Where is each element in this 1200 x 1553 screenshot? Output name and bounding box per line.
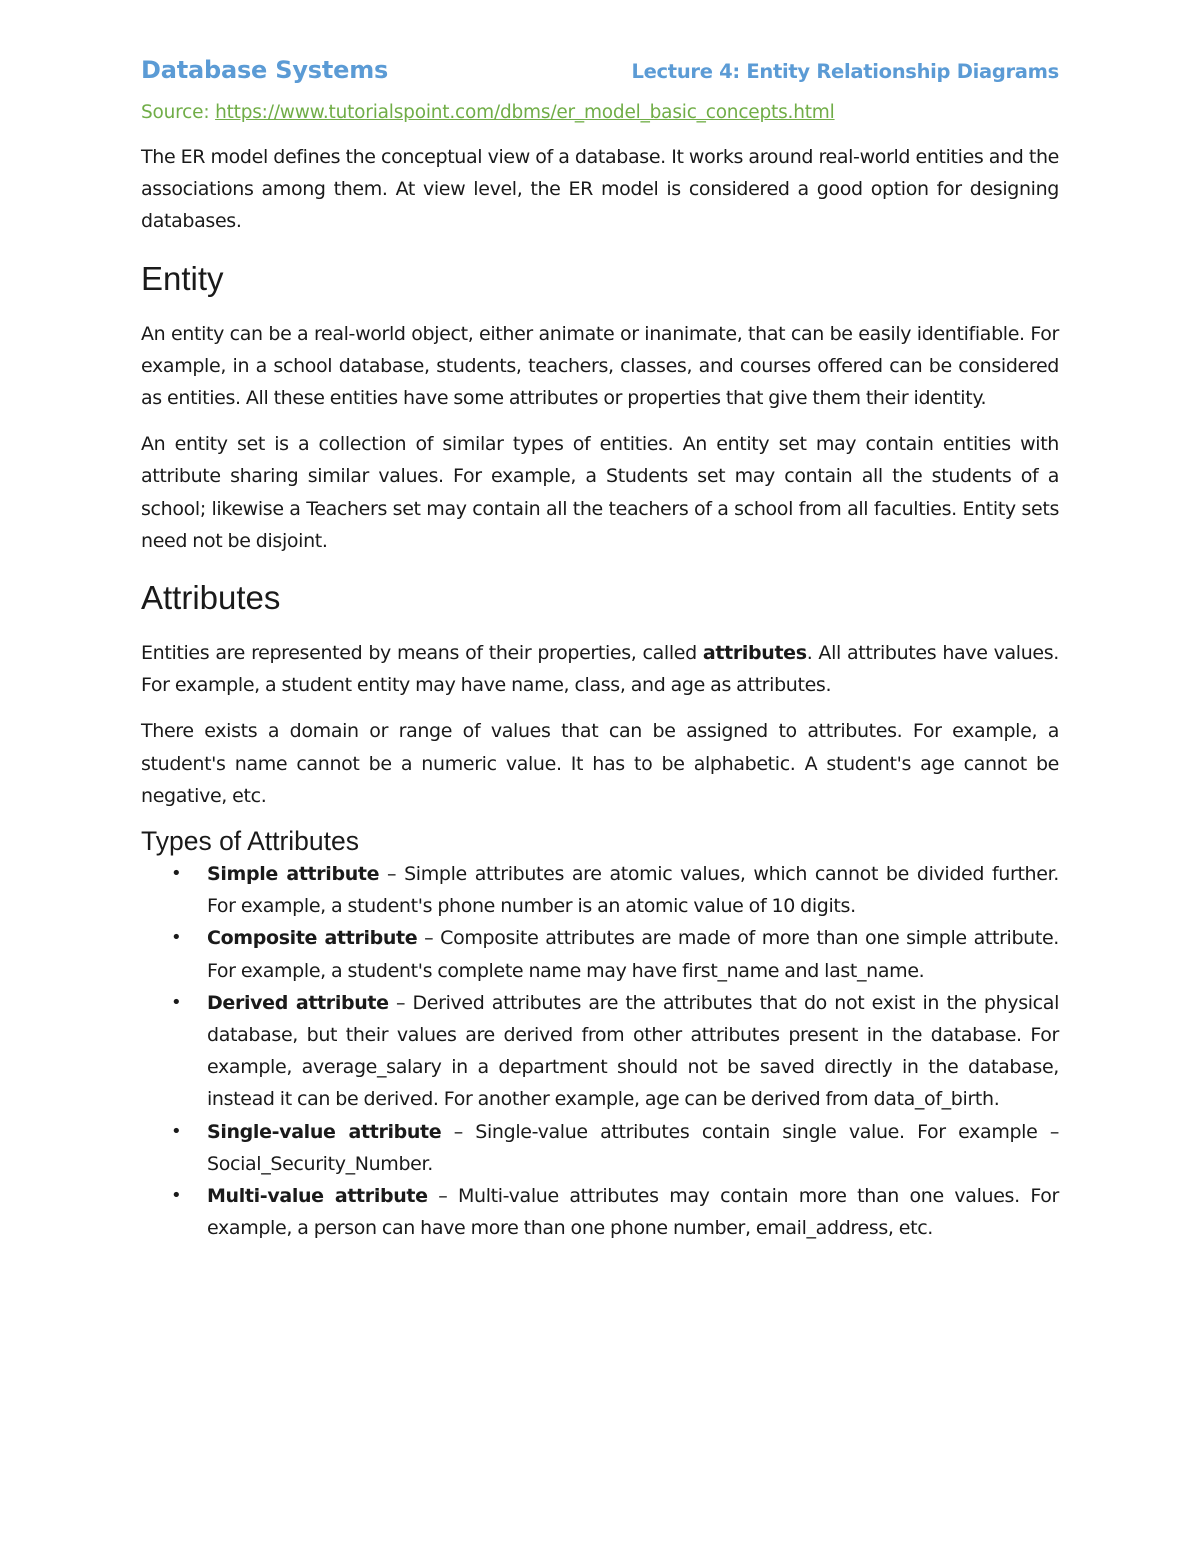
attributes-heading: Attributes [141, 579, 281, 617]
page-header [141, 56, 1059, 96]
bullet-icon: • [171, 1120, 182, 1142]
list-item-simple [141, 858, 1059, 922]
course-title: Database Systems [141, 56, 389, 84]
term-composite: Composite attribute [207, 927, 418, 950]
term-single-value: Single-value attribute [207, 1120, 442, 1143]
source-line [141, 102, 1059, 123]
list-item-single-value [141, 1116, 1059, 1180]
entity-paragraph-1: An entity can be a real-world object, either animate or inanimate, that can be easily identifiable. For example, in a school database, students, teachers, classes, and courses offered can be considered as entities. All these entities have some attributes or properties that give them their identity. [141, 322, 1059, 410]
types-heading: Types of Attributes [141, 826, 360, 857]
bullet-icon: • [171, 1185, 182, 1207]
desc-simple: – Simple attributes are atomic values, which cannot be divided further. For example, a student's phone number is an atomic value of 10 digits. [207, 863, 1059, 918]
attributes-p1-text-after: . All attributes have values. For example, a student entity may have name, class, and age as attributes. [141, 642, 1059, 697]
desc-composite: – Composite attributes are made of more than one simple attribute. For example, a student's complete name may have first_name and last_name. [207, 927, 1059, 982]
attributes-p1-text-before: Entities are represented by means of their properties, called [141, 642, 703, 665]
list-item-multi-value [141, 1180, 1059, 1244]
list-item-composite [141, 922, 1059, 986]
attribute-types-list [141, 858, 1059, 1244]
desc-single-value: – Single-value attributes contain single value. For example – Social_Security_Number. [207, 1120, 1060, 1175]
desc-derived: – Derived attributes are the attributes that do not exist in the physical database, but their values are derived from other attributes present in the database. For example, average_salary in a department should not be saved directly in the database, instead it can be derived. For another example, age can be derived from data_of_birth. [207, 991, 1059, 1111]
desc-multi-value: – Multi-value attributes may contain more than one values. For example, a person can have more than one phone number, email_address, etc. [207, 1185, 1059, 1240]
source-link[interactable]: https://www.tutorialspoint.com/dbms/er_model_basic_concepts.html [215, 102, 835, 123]
attributes-paragraph-1 [141, 637, 1059, 701]
bullet-icon: • [171, 863, 182, 885]
term-simple: Simple attribute [207, 863, 380, 886]
source-label: Source: [141, 102, 216, 123]
attributes-bold-term: attributes [702, 642, 807, 665]
term-multi-value: Multi-value attribute [207, 1185, 428, 1208]
entity-paragraph-2: An entity set is a collection of similar types of entities. An entity set may contain entities with attribute sharing similar values. For example, a Students set may contain all the students of a school; likewise a Teachers set may contain all the teachers of a school from all faculties. Entity sets need not be disjoint. [141, 433, 1059, 552]
lecture-title: Lecture 4: Entity Relationship Diagrams [631, 60, 1059, 83]
attributes-paragraph-2: There exists a domain or range of values that can be assigned to attributes. For example, a student's name cannot be a numeric value. It has to be alphabetic. A student's age cannot be negative, etc. [141, 720, 1059, 807]
bullet-icon: • [171, 991, 182, 1013]
term-derived: Derived attribute [207, 991, 389, 1014]
bullet-icon: • [171, 927, 182, 949]
entity-heading: Entity [141, 259, 224, 297]
intro-paragraph: The ER model defines the conceptual view of a database. It works around real-world entities and the associations among them. At view level, the ER model is considered a good option for designing databases. [141, 146, 1059, 233]
list-item-derived [141, 987, 1059, 1116]
document-page [141, 56, 1059, 1244]
